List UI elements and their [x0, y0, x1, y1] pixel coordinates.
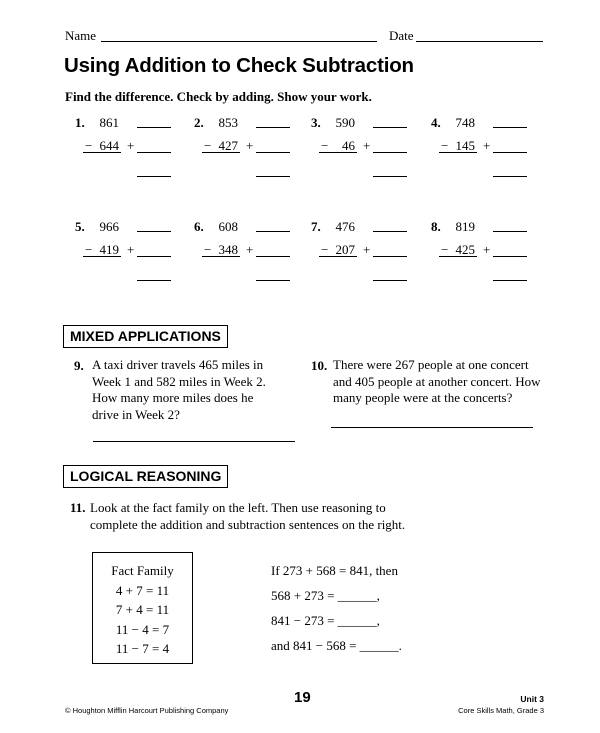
difference-answer-line[interactable] [137, 231, 171, 232]
plus-sign: + [483, 138, 491, 153]
page-title: Using Addition to Check Subtraction [64, 54, 414, 77]
plus-sign: + [127, 138, 135, 153]
subtraction-problem [194, 115, 304, 185]
fact-line: 7 + 4 = 11 [115, 602, 170, 617]
subtrahend: 644 [99, 138, 119, 153]
minuend: 476 [335, 219, 355, 234]
minus-sign: − [441, 138, 449, 153]
check-addend-line[interactable] [493, 256, 527, 257]
check-sum-line[interactable] [256, 280, 290, 281]
check-sum-line[interactable] [137, 280, 171, 281]
difference-answer-line[interactable] [373, 127, 407, 128]
problem-11-text: Look at the fact family on the left. Then use reasoning to complete the addition and subtraction sentences on the right. [90, 500, 406, 532]
subtraction-problem [311, 219, 421, 289]
reasoning-sentence-3[interactable]: and 841 − 568 = ______. [271, 638, 402, 653]
problem-10-label: 10. [311, 358, 328, 373]
logical-reasoning-heading: LOGICAL REASONING [63, 465, 228, 488]
difference-answer-line[interactable] [493, 231, 527, 232]
check-sum-line[interactable] [493, 280, 527, 281]
check-addend-line[interactable] [256, 256, 290, 257]
subtraction-problem [75, 115, 185, 185]
check-addend-line[interactable] [373, 152, 407, 153]
minus-sign: − [441, 242, 449, 257]
subtraction-problem [431, 115, 541, 185]
subtrahend: 348 [218, 242, 238, 257]
difference-answer-line[interactable] [256, 231, 290, 232]
name-field[interactable] [101, 41, 377, 42]
fact-family-box [92, 552, 193, 664]
difference-answer-line[interactable] [493, 127, 527, 128]
minus-sign: − [321, 138, 329, 153]
problem-number: 6. [194, 219, 204, 234]
problem-number: 7. [311, 219, 321, 234]
problem-9-answer-line[interactable] [93, 441, 295, 442]
plus-sign: + [363, 242, 371, 257]
problem-11-label: 11. [70, 500, 86, 515]
name-label: Name [65, 28, 97, 43]
minuend: 819 [455, 219, 475, 234]
subtraction-problem [194, 219, 304, 289]
minuend: 748 [455, 115, 475, 130]
problem-number: 3. [311, 115, 321, 130]
difference-answer-line[interactable] [137, 127, 171, 128]
fact-line: 11 − 7 = 4 [115, 641, 170, 656]
difference-answer-line[interactable] [373, 231, 407, 232]
reasoning-sentence-premise: If 273 + 568 = 841, then [271, 563, 398, 578]
subtrahend: 145 [455, 138, 475, 153]
problem-number: 2. [194, 115, 204, 130]
reasoning-sentence-1[interactable]: 568 + 273 = ______, [271, 588, 380, 603]
problem-number: 8. [431, 219, 441, 234]
subtraction-rule [202, 256, 240, 257]
check-sum-line[interactable] [493, 176, 527, 177]
check-sum-line[interactable] [256, 176, 290, 177]
minuend: 590 [335, 115, 355, 130]
subtrahend: 425 [455, 242, 475, 257]
minus-sign: − [321, 242, 329, 257]
subtrahend: 419 [99, 242, 119, 257]
problem-10-text: There were 267 people at one concert and 405 people at another concert. How many people were at the concerts? [333, 357, 541, 405]
plus-sign: + [246, 138, 254, 153]
problem-number: 5. [75, 219, 85, 234]
problem-10-answer-line[interactable] [331, 427, 533, 428]
date-field[interactable] [416, 41, 543, 42]
problem-9-text: A taxi driver travels 465 miles in Week 1 and 582 miles in Week 2. How many more miles does he drive in Week 2? [92, 357, 266, 422]
plus-sign: + [483, 242, 491, 257]
subtraction-problem [311, 115, 421, 185]
check-sum-line[interactable] [373, 280, 407, 281]
subtrahend: 46 [342, 138, 355, 153]
check-addend-line[interactable] [137, 152, 171, 153]
subtraction-rule [83, 152, 121, 153]
subtraction-rule [319, 152, 357, 153]
fact-line: 4 + 7 = 11 [115, 583, 170, 598]
minuend: 853 [218, 115, 238, 130]
subtraction-problem [75, 219, 185, 289]
date-label: Date [389, 28, 414, 43]
problem-9-label: 9. [74, 358, 84, 373]
minuend: 608 [218, 219, 238, 234]
fact-family-title: Fact Family [111, 563, 174, 578]
subtraction-rule [439, 152, 477, 153]
unit-label: Unit 3 [520, 694, 544, 704]
instructions: Find the difference. Check by adding. Show your work. [65, 89, 372, 104]
check-addend-line[interactable] [493, 152, 527, 153]
fact-line: 11 − 4 = 7 [115, 622, 170, 637]
subtraction-rule [202, 152, 240, 153]
minuend: 966 [99, 219, 119, 234]
check-sum-line[interactable] [373, 176, 407, 177]
subtrahend: 207 [335, 242, 355, 257]
check-sum-line[interactable] [137, 176, 171, 177]
check-addend-line[interactable] [373, 256, 407, 257]
subtraction-problem [431, 219, 541, 289]
subtrahend: 427 [218, 138, 238, 153]
minuend: 861 [99, 115, 119, 130]
subtraction-rule [83, 256, 121, 257]
minus-sign: − [85, 242, 93, 257]
minus-sign: − [204, 242, 212, 257]
problem-number: 1. [75, 115, 85, 130]
check-addend-line[interactable] [137, 256, 171, 257]
subtraction-rule [319, 256, 357, 257]
problem-number: 4. [431, 115, 441, 130]
check-addend-line[interactable] [256, 152, 290, 153]
plus-sign: + [127, 242, 135, 257]
minus-sign: − [204, 138, 212, 153]
plus-sign: + [246, 242, 254, 257]
page-number: 19 [294, 689, 311, 706]
mixed-applications-heading: MIXED APPLICATIONS [63, 325, 228, 348]
copyright: © Houghton Mifflin Harcourt Publishing Company [65, 706, 229, 715]
subtraction-rule [439, 256, 477, 257]
course-label: Core Skills Math, Grade 3 [458, 706, 544, 715]
minus-sign: − [85, 138, 93, 153]
reasoning-sentence-2[interactable]: 841 − 273 = ______, [271, 613, 380, 628]
plus-sign: + [363, 138, 371, 153]
difference-answer-line[interactable] [256, 127, 290, 128]
